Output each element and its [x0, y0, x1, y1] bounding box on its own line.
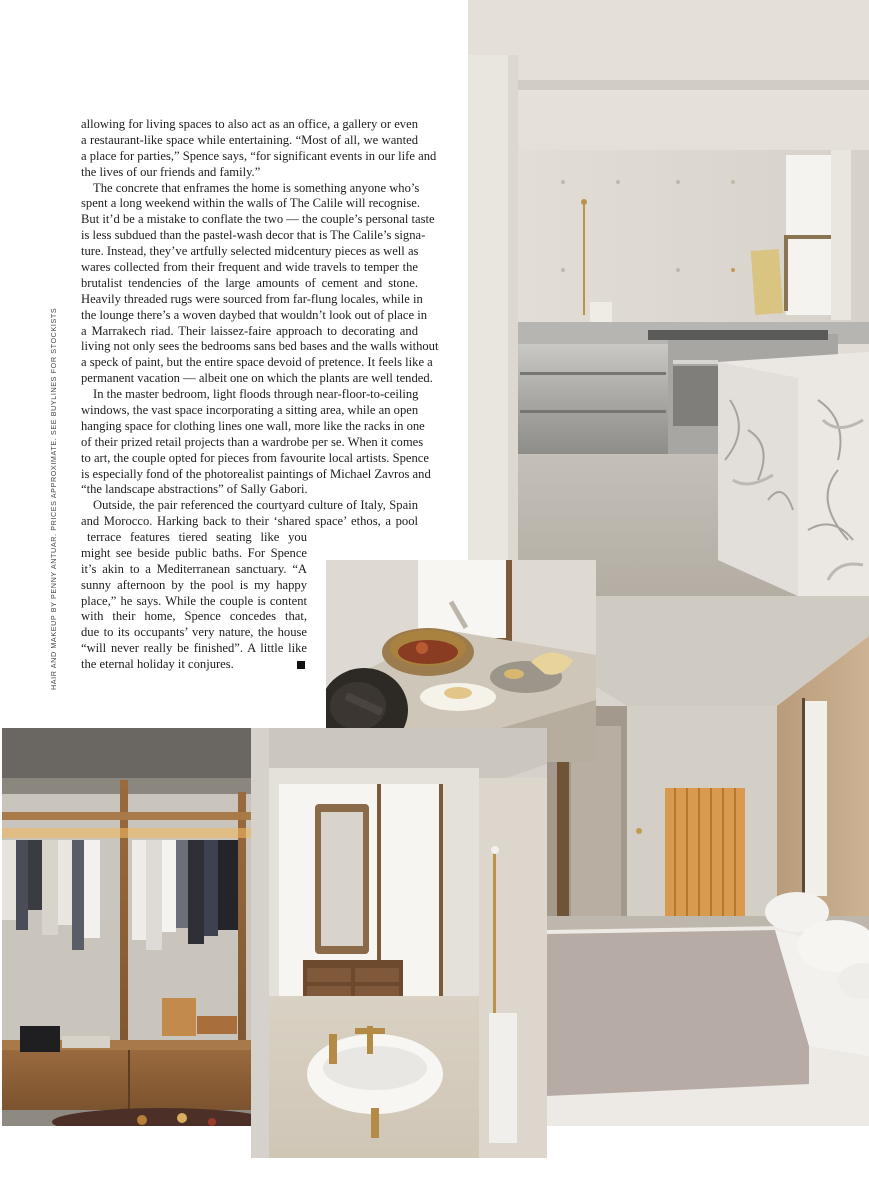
- text-line: might see beside public baths. For Spence: [81, 545, 307, 560]
- text-line: a Marrakech riad. Their laissez-faire approach to decorating and: [81, 323, 418, 338]
- end-of-article-mark: [297, 661, 305, 669]
- kitchen-photo: [468, 0, 869, 596]
- article-body: [81, 117, 439, 530]
- text-line-text: the eternal holiday it conjures.: [81, 657, 234, 672]
- text-line: due to its occupants’ very nature, the house: [81, 625, 307, 640]
- text-line: the lounge there’s a woven daybed that wouldn’t look out of place in: [81, 307, 428, 322]
- text-line: the lives of our friends and family.”: [81, 164, 261, 179]
- text-line: is especially fond of the photorealist paintings of Michael Zavros and: [81, 466, 431, 481]
- text-line: hanging space for clothing lines one wall, more like the racks in one: [81, 418, 425, 433]
- text-line: brutalist tendencies of the large amounts of cement and stone.: [81, 275, 418, 290]
- text-line: The concrete that enframes the home is something anyone who’s: [93, 180, 420, 195]
- text-line: and Morocco. Harking back to their ‘shared space’ ethos, a pool: [81, 514, 418, 529]
- text-line: “the landscape abstractions” of Sally Gabori.: [81, 482, 308, 497]
- photo-credit: HAIR AND MAKEUP BY PENNY ANTUAR. PRICES APPROXIMATE. SEE BUYLINES FOR STOCKISTS: [49, 307, 58, 690]
- text-line: with their home, Spence concedes that,: [81, 609, 307, 624]
- text-line: place,” he says. While the couple is content: [81, 593, 307, 608]
- text-line: it’s akin to a Mediterranean sanctuary. “A: [81, 561, 307, 576]
- text-line: a restaurant-like space while entertaining. “Most of all, we wanted: [81, 132, 418, 147]
- text-line: of their prized retail projects than a wardrobe per se. When it comes: [81, 434, 424, 449]
- text-line: permanent vacation — albeit one on which the plants are well tended.: [81, 371, 433, 386]
- bathroom-photo: [251, 728, 547, 1158]
- text-line: Heavily threaded rugs were sourced from far-flung locales, while in: [81, 291, 423, 306]
- text-line: But it’d be a mistake to conflate the two — the couple’s personal taste: [81, 212, 435, 227]
- text-line: to art, the couple opted for pieces from favourite local artists. Spence: [81, 450, 429, 465]
- text-line: wares collected from their frequent and wide travels to temper the: [81, 260, 418, 275]
- text-line: living not only sees the bedrooms sans bed bases and the walls without: [81, 339, 439, 354]
- text-line: Outside, the pair referenced the courtyard culture of Italy, Spain: [93, 498, 418, 513]
- text-line: terrace features tiered seating like you: [87, 530, 307, 544]
- text-line: spent a long weekend within the walls of The Calile will recognise.: [81, 196, 421, 211]
- text-line: windows, the vast space incorporating a sitting area, while an open: [81, 403, 419, 418]
- text-line: allowing for living spaces to also act as an office, a gallery or even: [81, 117, 418, 131]
- text-line: a place for parties,” Spence says, “for significant events in our life and: [81, 148, 437, 163]
- wardrobe-photo: [2, 728, 269, 1126]
- article-body-continued: [81, 530, 307, 673]
- text-line: ture. Instead, they’ve artfully selected midcentury pieces as well as: [81, 244, 419, 259]
- text-line: is less subdued than the pastel-wash decor that is The Calile’s signa-: [81, 228, 426, 243]
- text-line: sunny afternoon by the pool is my happy: [81, 577, 307, 592]
- text-line: In the master bedroom, light floods through near-floor-to-ceiling: [93, 387, 419, 402]
- text-line: “will never really be finished”. A little like: [81, 641, 307, 656]
- text-line: [81, 657, 307, 673]
- text-line: a speck of paint, but the entire space devoid of pretence. It feels like a: [81, 355, 433, 370]
